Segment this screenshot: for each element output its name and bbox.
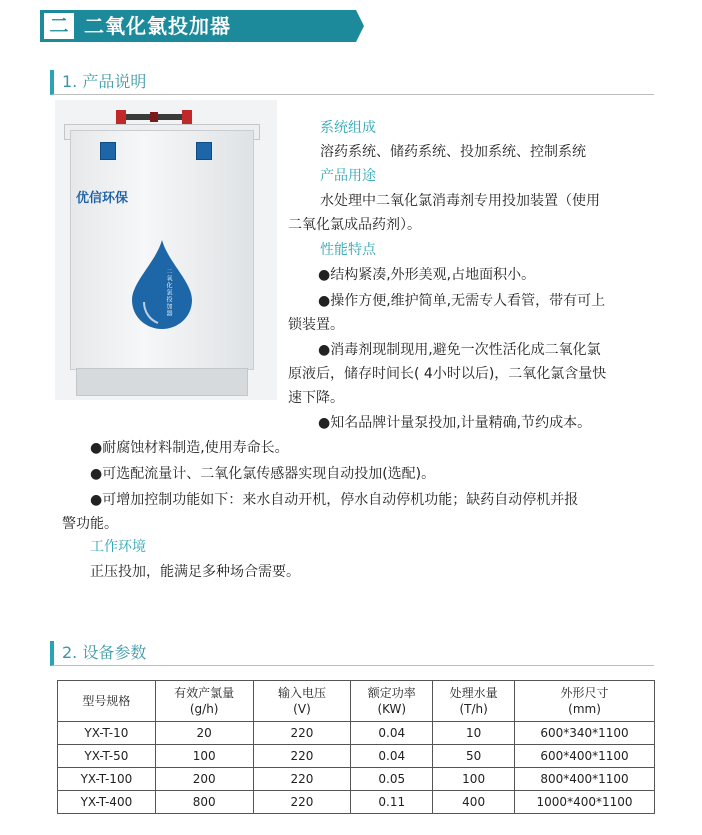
cell-power: 0.04	[351, 745, 433, 768]
cell-power: 0.05	[351, 768, 433, 791]
cell-model: YX-T-400	[58, 791, 156, 814]
cell-voltage: 220	[253, 722, 351, 745]
header-output: 有效产氯量 (g/h)	[155, 681, 253, 722]
feature-3-line3: 速下降。	[288, 390, 344, 406]
product-drop-label: 二氧化氯投加器	[165, 268, 172, 317]
use-label: 产品用途	[320, 168, 376, 184]
header-model: 型号规格	[58, 681, 156, 722]
environment-label: 工作环境	[90, 539, 146, 555]
cell-power: 0.11	[351, 791, 433, 814]
product-brand-text: 优信环保	[76, 191, 129, 206]
feature-1: ●结构紧凑,外形美观,占地面积小。	[318, 267, 536, 283]
section-heading-params	[50, 641, 654, 666]
feature-3-line1: ●消毒剂现制现用,避免一次性活化成二氧化氯	[318, 342, 601, 358]
cell-model: YX-T-100	[58, 768, 156, 791]
cell-model: YX-T-50	[58, 745, 156, 768]
section-heading-intro-text: 1. 产品说明	[62, 72, 147, 91]
system-label: 系统组成	[320, 120, 376, 136]
feature-3-line2: 原液后，储存时间长( 4小时以后)，二氧化氯含量快	[288, 366, 607, 382]
cell-water: 400	[433, 791, 515, 814]
cell-voltage: 220	[253, 791, 351, 814]
spec-table	[57, 680, 655, 814]
feature-7-line2: 警功能。	[62, 516, 118, 532]
table-row	[58, 768, 655, 791]
feature-7-line1: ●可增加控制功能如下：来水自动开机，停水自动停机功能；缺药自动停机并报	[90, 492, 579, 508]
section-heading-intro	[50, 70, 654, 95]
cell-voltage: 220	[253, 768, 351, 791]
cell-model: YX-T-10	[58, 722, 156, 745]
feature-2-line1: ●操作方便,维护简单,无需专人看管，带有可上	[318, 293, 606, 309]
feature-2-line2: 锁装置。	[288, 317, 344, 333]
feature-6: ●可选配流量计、二氧化氯传感器实现自动投加(选配)。	[90, 466, 436, 482]
cell-size: 1000*400*1100	[515, 791, 655, 814]
feature-5: ●耐腐蚀材料制造,使用寿命长。	[90, 440, 289, 456]
table-row	[58, 745, 655, 768]
feature-label: 性能特点	[320, 242, 376, 258]
cabinet-base	[76, 368, 248, 396]
cell-output: 800	[155, 791, 253, 814]
cell-water: 10	[433, 722, 515, 745]
cell-size: 800*400*1100	[515, 768, 655, 791]
use-text-line2: 二氧化氯成品药剂）。	[288, 217, 421, 233]
label-plate-left	[100, 142, 116, 160]
system-text: 溶药系统、储药系统、投加系统、控制系统	[320, 144, 586, 160]
header-water: 处理水量 (T/h)	[433, 681, 515, 722]
header-power: 额定功率 (KW)	[351, 681, 433, 722]
cell-output: 20	[155, 722, 253, 745]
title-banner-tail	[356, 10, 364, 42]
environment-text: 正压投加，能满足多种场合需要。	[90, 564, 300, 580]
header-voltage: 输入电压 (V)	[253, 681, 351, 722]
section-number-badge: 二	[44, 13, 74, 39]
section-heading-params-text: 2. 设备参数	[62, 643, 147, 662]
use-text-line1: 水处理中二氧化氯消毒剂专用投加装置（使用	[320, 193, 600, 209]
table-row	[58, 722, 655, 745]
cell-water: 100	[433, 768, 515, 791]
cell-power: 0.04	[351, 722, 433, 745]
page-title: 二氧化氯投加器	[84, 14, 231, 38]
table-row	[58, 791, 655, 814]
cell-size: 600*340*1100	[515, 722, 655, 745]
feature-4: ●知名品牌计量泵投加,计量精确,节约成本。	[318, 415, 592, 431]
cell-size: 600*400*1100	[515, 745, 655, 768]
header-size: 外形尺寸 (mm)	[515, 681, 655, 722]
cell-output: 200	[155, 768, 253, 791]
cell-voltage: 220	[253, 745, 351, 768]
label-plate-right	[196, 142, 212, 160]
table-header-row	[58, 681, 655, 722]
cell-water: 50	[433, 745, 515, 768]
cell-output: 100	[155, 745, 253, 768]
